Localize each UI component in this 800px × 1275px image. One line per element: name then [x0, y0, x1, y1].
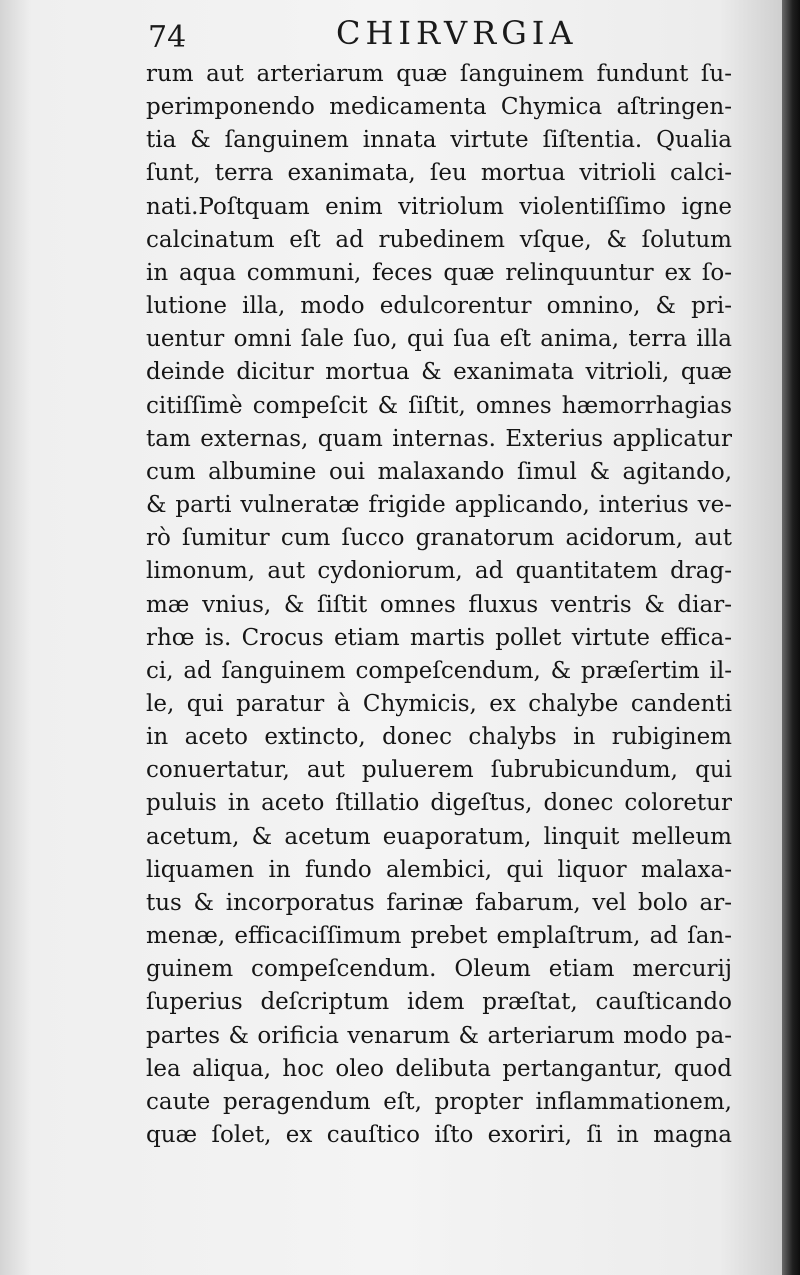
- text-line: lea aliqua, hoc oleo delibuta pertangantur, quod: [146, 1055, 732, 1082]
- text-line: quæ ſolet, ex cauſtico iſto exoriri, ſi in magna: [146, 1122, 732, 1148]
- text-line: tam externas, quam internas. Exterius applicatur: [146, 425, 732, 452]
- text-line: citiſſimè compeſcit & ſiſtit, omnes hæmorrhagias: [146, 392, 732, 419]
- text-line: lutione illa, modo edulcorentur omnino, & pri-: [146, 293, 732, 320]
- text-line: partes & orificia venarum & arteriarum modo pa-: [146, 1022, 732, 1049]
- page-header: [148, 14, 708, 58]
- text-line: limonum, aut cydoniorum, ad quantitatem drag-: [146, 558, 732, 585]
- text-line: puluis in aceto ſtillatio digeſtus, donec coloretur: [146, 790, 732, 817]
- text-line: tus & incorporatus farinæ fabarum, vel bolo ar-: [146, 889, 732, 916]
- running-title: CHIRVRGIA: [336, 14, 578, 52]
- text-line: rò ſumitur cum ſucco granatorum acidorum, aut: [146, 525, 732, 552]
- text-line: acetum, & acetum euaporatum, linquit melleum: [146, 823, 732, 850]
- text-line: nati.Poſtquam enim vitriolum violentiſſimo igne: [146, 193, 732, 220]
- text-line: deinde dicitur mortua & exanimata vitrioli, quæ: [146, 359, 732, 386]
- page-number: 74: [148, 20, 187, 55]
- text-line: liquamen in fundo alembici, qui liquor malaxa-: [146, 856, 732, 883]
- text-line: rhœ is. Crocus etiam martis pollet virtute effica-: [146, 624, 732, 651]
- text-line: conuertatur, aut puluerem ſubrubicundum, qui: [146, 757, 732, 784]
- text-line: ſunt, terra exanimata, ſeu mortua vitrioli calci-: [146, 160, 732, 187]
- text-line: mæ vnius, & ſiſtit omnes fluxus ventris & diar-: [146, 591, 732, 618]
- text-line: in aceto extincto, donec chalybs in rubiginem: [146, 724, 732, 751]
- text-line: in aqua communi, feces quæ relinquuntur ex ſo-: [146, 259, 732, 286]
- text-line: uentur omni ſale ſuo, qui ſua eſt anima, terra illa: [146, 326, 732, 353]
- text-line: ſuperius deſcriptum idem præſtat, cauſticando: [146, 989, 732, 1016]
- text-line: le, qui paratur à Chymicis, ex chalybe candenti: [146, 690, 732, 717]
- text-line: perimponendo medicamenta Chymica aſtringen-: [146, 94, 732, 121]
- body-text: [146, 58, 732, 1152]
- text-line: calcinatum eſt ad rubedinem vſque, & ſolutum: [146, 226, 732, 253]
- text-line: tia & ſanguinem innata virtute ſiſtentia. Qualia: [146, 127, 732, 154]
- text-line: cum albumine oui malaxando ſimul & agitando,: [146, 458, 732, 485]
- text-line: caute peragendum eſt, propter inflammationem,: [146, 1088, 732, 1115]
- text-line: guinem compeſcendum. Oleum etiam mercurij: [146, 956, 732, 983]
- text-line: menæ, efficaciſſimum prebet emplaſtrum, ad ſan-: [146, 923, 732, 950]
- text-line: rum aut arteriarum quæ ſanguinem fundunt ſu-: [146, 61, 732, 87]
- page-edge-shadow: [782, 0, 800, 1275]
- text-line: ci, ad ſanguinem compeſcendum, & præſertim il-: [146, 657, 732, 684]
- text-line: & parti vulneratæ frigide applicando, interius ve-: [146, 492, 732, 519]
